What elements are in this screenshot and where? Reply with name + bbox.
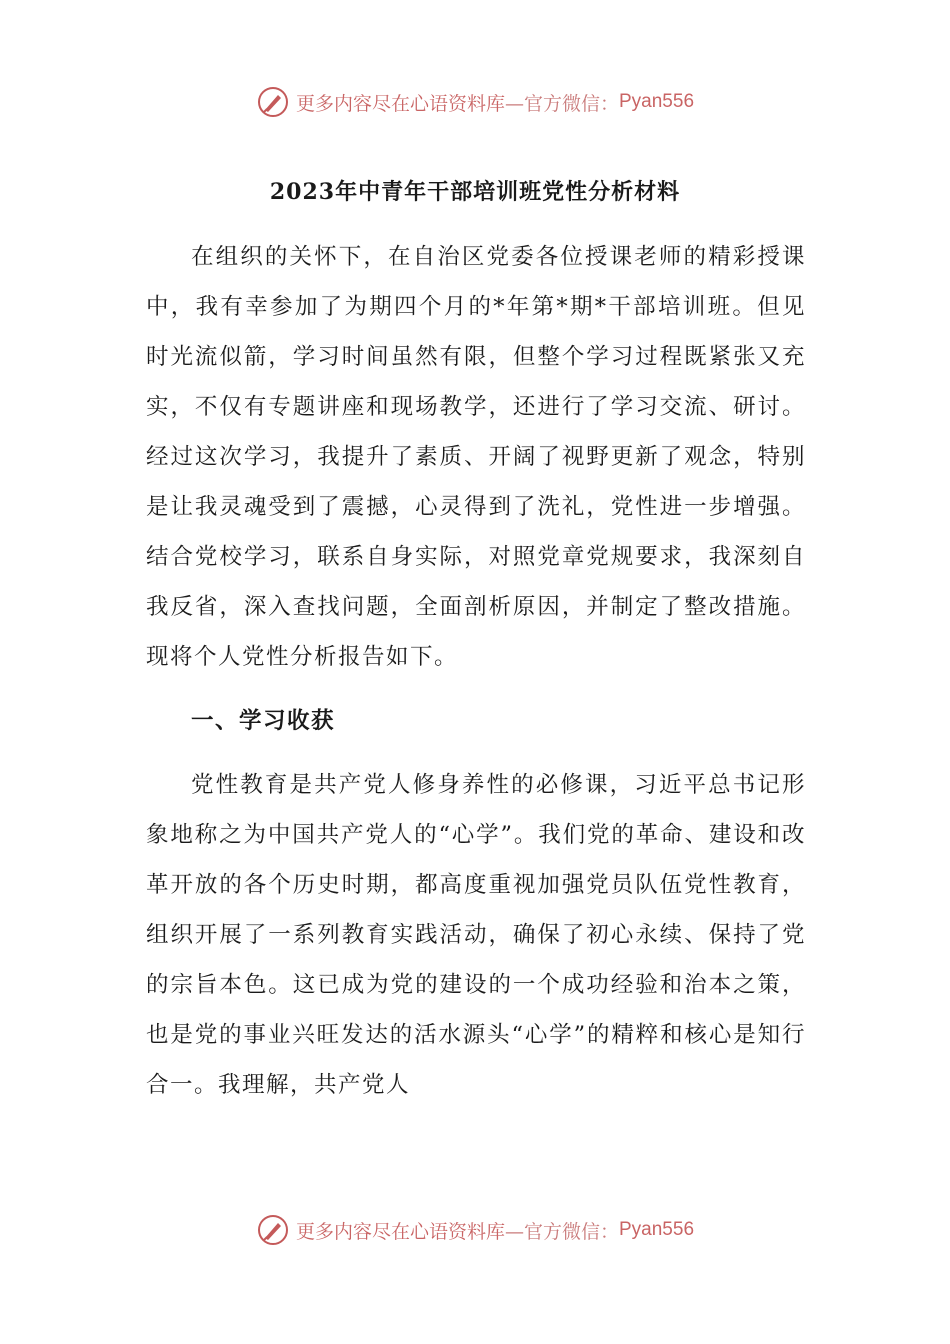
watermark-main-text: 更多内容尽在心语资料库 — [295, 1220, 505, 1243]
section-heading-learning-gains: 一、学习收获 — [191, 708, 336, 734]
pen-logo-icon — [256, 1213, 290, 1247]
watermark-main-text: 更多内容尽在心语资料库 — [295, 92, 505, 115]
intro-paragraph: 在组织的关怀下，在自治区党委各位授课老师的精彩授课中，我有幸参加了为期四个月的*年第*期*干部培训班。但见时光流似箭，学习时间虽然有限，但整个学习过程既紧张又充实，不仅有专题讲座和现场教学，还进行了学习交流、研讨。经过这次学习，我提升了素质、开阔了视野更新了观念，特别是让我灵魂受到了震撼，心灵得到了洗礼，党性进一步增强。结合党校学习，联系自身实际，对照党章党规要求，我深刻自我反省，深入查找问题，全面剖析原因，并制定了整改措施。现将个人党性分析报告如下。 — [146, 244, 806, 670]
document-title: 2023年中青年干部培训班党性分析材料 — [269, 179, 681, 205]
document-body — [146, 232, 806, 1110]
learning-gains-paragraph: 党性教育是共产党人修身养性的必修课，习近平总书记形象地称之为中国共产党人的“心学”。我们党的革命、建设和改革开放的各个历史时期，都高度重视加强党员队伍党性教育，组织开展了一系列教育实践活动，确保了初心永续、保持了党的宗旨本色。这已成为党的建设的一个成功经验和治本之策，也是党的事业兴旺发达的活水源头“心学”的精粹和核心是知行合一。我理解，共产党人 — [146, 772, 806, 1098]
watermark-wechat-id: Pyan556 — [619, 1219, 695, 1240]
watermark-wechat-id: Pyan556 — [619, 91, 695, 112]
header-watermark — [0, 82, 950, 122]
footer-watermark — [0, 1210, 950, 1250]
watermark-sub-text: —官方微信： — [504, 1220, 619, 1243]
watermark-sub-text: —官方微信： — [504, 92, 619, 115]
pen-logo-icon — [256, 85, 290, 119]
